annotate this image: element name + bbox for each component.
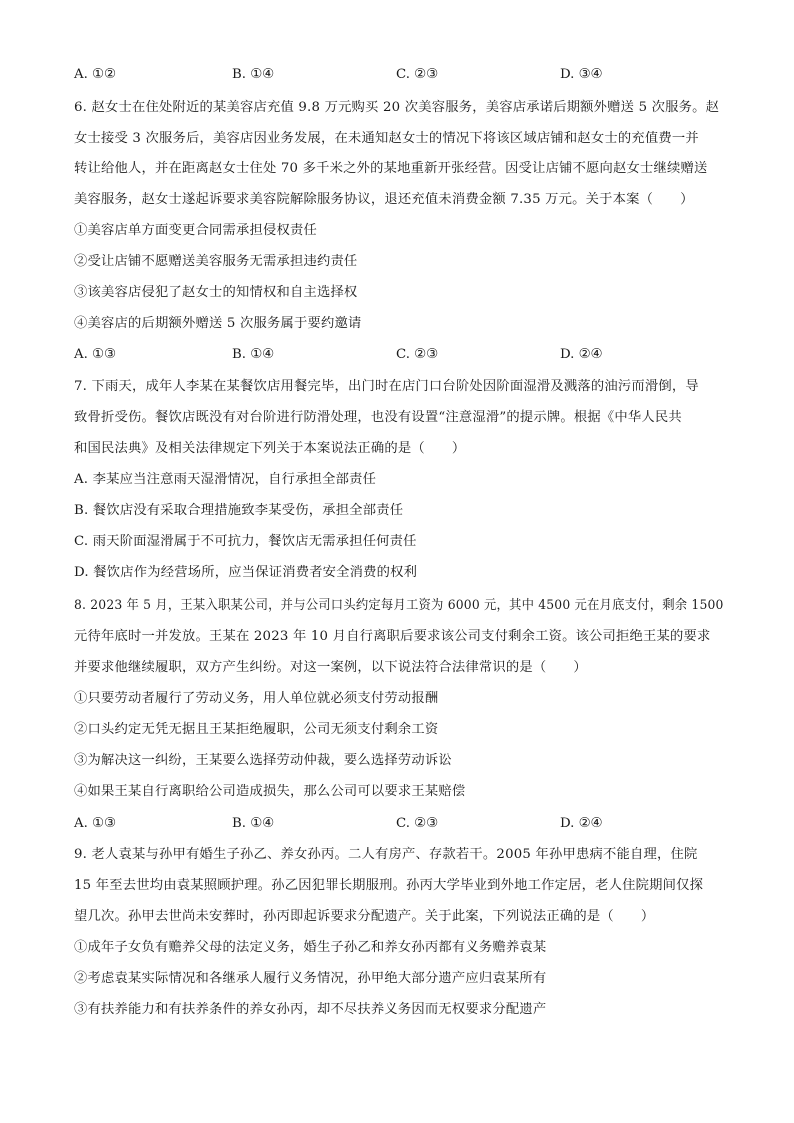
q6-statement-3: ③该美容店侵犯了赵女士的知情权和自主选择权 xyxy=(74,285,358,300)
q8-stem-line-3: 并要求他继续履职，双方产生纠纷。对这一案例，以下说法符合法律常识的是（ ） xyxy=(74,660,587,675)
q8-stem-line-2: 元待年底时一并发放。王某在 2023 年 10 月自行离职后要求该公司支付剩余工资。该公司拒绝王某的要求 xyxy=(74,629,711,644)
q5-option-b: B. ①④ xyxy=(232,67,275,82)
q6-option-c: C. ②③ xyxy=(396,347,438,362)
q5-option-d: D. ③④ xyxy=(560,67,603,82)
q9-stem-line-1: 9. 老人袁某与孙甲有婚生子孙乙、养女孙丙。二人有房产、存款若干。2005 年孙甲患病不能自理，住院 xyxy=(74,847,698,862)
q8-statement-1: ①只要劳动者履行了劳动义务，用人单位就必须支付劳动报酬 xyxy=(74,691,439,706)
q9-stem-line-3: 望几次。孙甲去世尚未安葬时，孙丙即起诉要求分配遗产。关于此案，下列说法正确的是（ ） xyxy=(74,909,655,924)
q6-statement-4: ④美容店的后期额外赠送 5 次服务属于要约邀请 xyxy=(74,316,362,331)
q7-stem-line-2: 致骨折受伤。餐饮店既没有对台阶进行防滑处理，也没有设置“注意湿滑”的提示牌。根据《中华人民共 xyxy=(74,410,682,425)
q8-option-d: D. ②④ xyxy=(560,816,603,831)
q5-option-c: C. ②③ xyxy=(396,67,438,82)
q6-option-a: A. ①③ xyxy=(74,347,116,362)
q6-stem-line-4: 美容服务，赵女士遂起诉要求美容院解除服务协议，退还充值未消费金额 7.35 万元。关于本案（ ） xyxy=(74,192,694,207)
q6-stem-line-2: 女士接受 3 次服务后，美容店因业务发展，在未通知赵女士的情况下将该区域店铺和赵女士的充值费一并 xyxy=(74,131,699,146)
q7-stem-line-1: 7. 下雨天，成年人李某在某餐饮店用餐完毕，出门时在店门口台阶处因阶面湿滑及溅落的油污而滑倒，导 xyxy=(74,379,699,394)
q7-choice-c: C. 雨天阶面湿滑属于不可抗力，餐饮店无需承担任何责任 xyxy=(74,534,417,549)
q6-statement-2: ②受让店铺不愿赠送美容服务无需承担违约责任 xyxy=(74,254,358,269)
q6-option-b: B. ①④ xyxy=(232,347,275,362)
q8-option-a: A. ①③ xyxy=(74,816,116,831)
q6-option-d: D. ②④ xyxy=(560,347,603,362)
q8-stem-line-1: 8. 2023 年 5 月，王某入职某公司，并与公司口头约定每月工资为 6000 元，其中 4500 元在月底支付，剩余 1500 xyxy=(74,598,724,613)
q6-stem-line-1: 6. 赵女士在住处附近的某美容店充值 9.8 万元购买 20 次美容服务，美容店承诺后期额外赠送 5 次服务。赵 xyxy=(74,100,720,115)
q7-stem-line-3: 和国民法典》及相关法律规定下列关于本案说法正确的是（ ） xyxy=(74,441,466,456)
q5-option-a: A. ①② xyxy=(74,67,116,82)
q8-statement-4: ④如果王某自行离职给公司造成损失，那么公司可以要求王某赔偿 xyxy=(74,784,466,799)
q7-choice-b: B. 餐饮店没有采取合理措施致李某受伤，承担全部责任 xyxy=(74,503,404,518)
q7-choice-d: D. 餐饮店作为经营场所，应当保证消费者安全消费的权利 xyxy=(74,565,418,580)
q8-option-c: C. ②③ xyxy=(396,816,438,831)
q6-stem-line-3: 转让给他人，并在距离赵女士住处 70 多千米之外的某地重新开张经营。因受让店铺不愿向赵女士继续赠送 xyxy=(74,161,708,176)
q9-stem-line-2: 15 年至去世均由袁某照顾护理。孙乙因犯罪长期服刑。孙丙大学毕业到外地工作定居，老人住院期间仅探 xyxy=(74,878,704,893)
q8-option-b: B. ①④ xyxy=(232,816,275,831)
q9-statement-1: ①成年子女负有赡养父母的法定义务，婚生子孙乙和养女孙丙都有义务赡养袁某 xyxy=(74,940,547,955)
q8-statement-3: ③为解决这一纠纷，王某要么选择劳动仲裁，要么选择劳动诉讼 xyxy=(74,753,452,768)
q8-statement-2: ②口头约定无凭无据且王某拒绝履职，公司无须支付剩余工资 xyxy=(74,722,439,737)
q6-statement-1: ①美容店单方面变更合同需承担侵权责任 xyxy=(74,223,317,238)
q9-statement-2: ②考虑袁某实际情况和各继承人履行义务情况，孙甲绝大部分遗产应归袁某所有 xyxy=(74,971,547,986)
q9-statement-3: ③有扶养能力和有扶养条件的养女孙丙，却不尽扶养义务因而无权要求分配遗产 xyxy=(74,1002,547,1017)
q7-choice-a: A. 李某应当注意雨天湿滑情况，自行承担全部责任 xyxy=(74,472,377,487)
